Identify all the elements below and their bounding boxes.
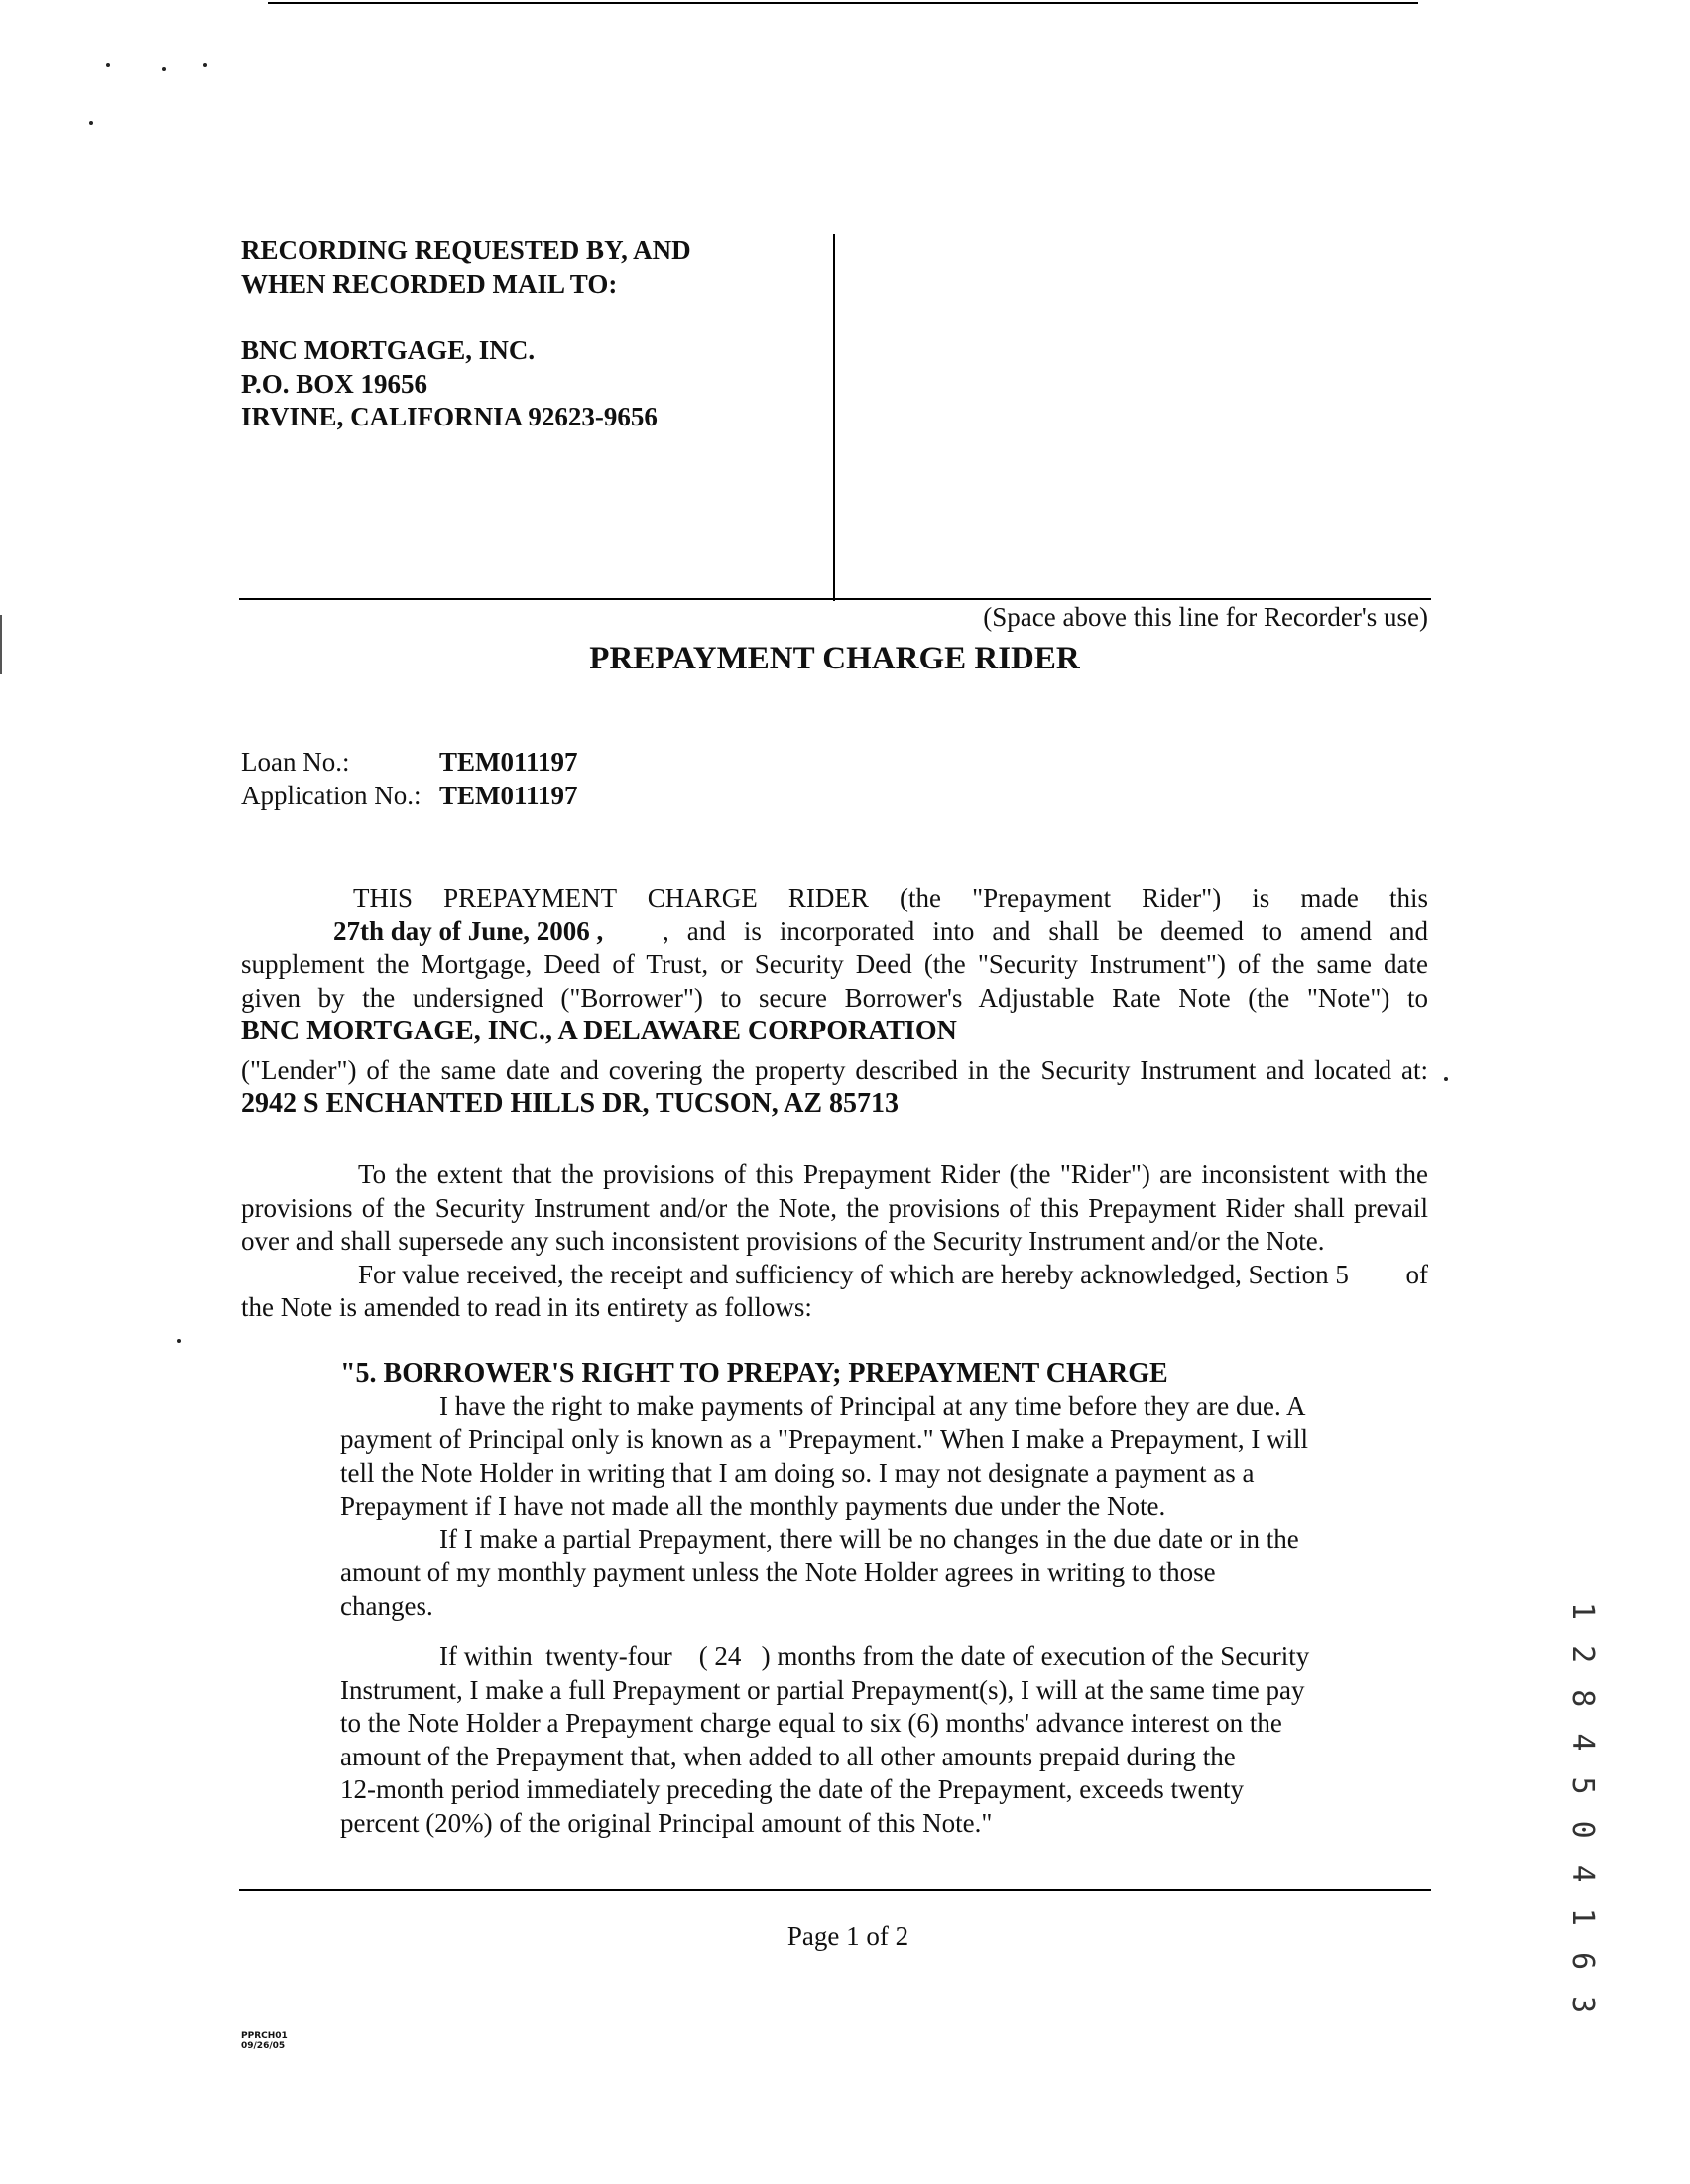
section-5-p2-line: If I make a partial Prepayment, there will be no changes in the due date or in the (439, 1523, 1299, 1554)
scan-speck (162, 67, 166, 71)
recording-pobox: P.O. BOX 19656 (241, 368, 428, 399)
page-number: Page 1 of 2 (786, 1921, 909, 1951)
page-title: PREPAYMENT CHARGE RIDER (589, 641, 1080, 676)
extent-paragraph (241, 1158, 1428, 1325)
section-5-p2-line: amount of my monthly payment unless the Note Holder agrees in writing to those (340, 1557, 1216, 1587)
scan-speck (106, 63, 110, 67)
scan-speck (177, 1339, 181, 1343)
section-5-p3-line: If within twenty-four ( 24 ) months from the date of execution of the Security (439, 1641, 1310, 1671)
value-line-2: the Note is amended to read in its entirety as follows: (241, 1292, 812, 1322)
recorder-box-line (239, 598, 1431, 600)
section-5-p1-line: payment of Principal only is known as a "Prepayment." When I make a Prepayment, I will (340, 1424, 1309, 1454)
section-5 (340, 1357, 1332, 1840)
top-border-line (268, 2, 1418, 4)
intro-line-4: given by the undersigned ("Borrower") to secure Borrower's Adjustable Rate Note (the "Note") to (241, 982, 1428, 1013)
recorder-space-note: (Space above this line for Recorder's use) (983, 602, 1428, 632)
section-5-p3-line: Instrument, I make a full Prepayment or partial Prepayment(s), I will at the same time pay (340, 1674, 1305, 1705)
section-5-p3-line: percent (20%) of the original Principal amount of this Note." (340, 1807, 993, 1838)
form-code-id: PPRCH01 (241, 2031, 288, 2041)
section-5-p1-line: I have the right to make payments of Principal at any time before they are due. A (439, 1391, 1306, 1421)
extent-line-2: provisions of the Security Instrument and/or the Note, the provisions of this Prepayment Rider shall prevail (241, 1192, 1428, 1223)
section-5-p3-line: amount of the Prepayment that, when added to all other amounts prepaid during the (340, 1741, 1236, 1771)
loan-info (241, 746, 935, 812)
intro-line-5: ("Lender") of the same date and covering the property described in the Security Instrument and located at: (241, 1054, 1428, 1085)
section-5-para-1 (340, 1391, 1332, 1523)
intro-line-3: supplement the Mortgage, Deed of Trust, or Security Deed (the "Security Instrument") of the same date (241, 949, 1428, 979)
form-code (241, 2031, 288, 2051)
intro-date: 27th day of June, 2006 , (333, 915, 604, 946)
side-recording-number: 1 2 8 4 5 0 4 1 6 3 (1565, 1602, 1600, 2018)
extent-line-3: over and shall supersede any such inconsistent provisions of the Security Instrument and/or the Note. (241, 1226, 1325, 1256)
section-5-p1-line: tell the Note Holder in writing that I am doing so. I may not designate a payment as a (340, 1457, 1255, 1488)
value-of: of (1405, 1259, 1428, 1289)
scan-speck (203, 63, 207, 67)
section-5-para-3 (340, 1640, 1332, 1840)
recording-line-2: WHEN RECORDED MAIL TO: (241, 268, 618, 299)
application-number-value: TEM011197 (439, 780, 578, 810)
value-line-1: For value received, the receipt and sufficiency of which are hereby acknowledged, Section 5 (358, 1259, 1349, 1289)
loan-number-value: TEM011197 (439, 747, 578, 777)
application-number-label: Application No.: (241, 780, 422, 810)
form-code-date: 09/26/05 (241, 2041, 286, 2051)
section-5-p2-line: changes. (340, 1590, 433, 1621)
recording-city: IRVINE, CALIFORNIA 92623-9656 (241, 402, 658, 431)
section-5-heading: "5. BORROWER'S RIGHT TO PREPAY; PREPAYMENT CHARGE (340, 1358, 1168, 1389)
loan-number-label: Loan No.: (241, 747, 350, 777)
section-5-p3-line: 12-month period immediately preceding the date of the Prepayment, exceeds twenty (340, 1774, 1244, 1804)
scan-speck (1444, 1077, 1448, 1081)
scan-speck (89, 121, 93, 125)
intro-paragraph (241, 882, 1428, 1121)
extent-line-1: To the extent that the provisions of this Prepayment Rider (the "Rider") are inconsistent with the (358, 1159, 1428, 1189)
section-5-para-2 (340, 1523, 1332, 1624)
recording-line-1: RECORDING REQUESTED BY, AND (241, 235, 691, 265)
lender-name: BNC MORTGAGE, INC., A DELAWARE CORPORATION (241, 1016, 957, 1046)
intro-line-1: THIS PREPAYMENT CHARGE RIDER (the "Prepayment Rider") is made this (353, 883, 1428, 912)
section-5-p1-line: Prepayment if I have not made all the monthly payments due under the Note. (340, 1491, 1166, 1520)
footer-rule (239, 1889, 1431, 1891)
property-address: 2942 S ENCHANTED HILLS DR, TUCSON, AZ 85713 (241, 1088, 900, 1119)
section-5-p3-line: to the Note Holder a Prepayment charge equal to six (6) months' advance interest on the (340, 1708, 1282, 1738)
recording-block (241, 234, 816, 434)
recorder-box-divider (833, 234, 835, 601)
recording-company: BNC MORTGAGE, INC. (241, 335, 536, 365)
intro-line-2: , and is incorporated into and shall be deemed to amend and (663, 915, 1428, 946)
